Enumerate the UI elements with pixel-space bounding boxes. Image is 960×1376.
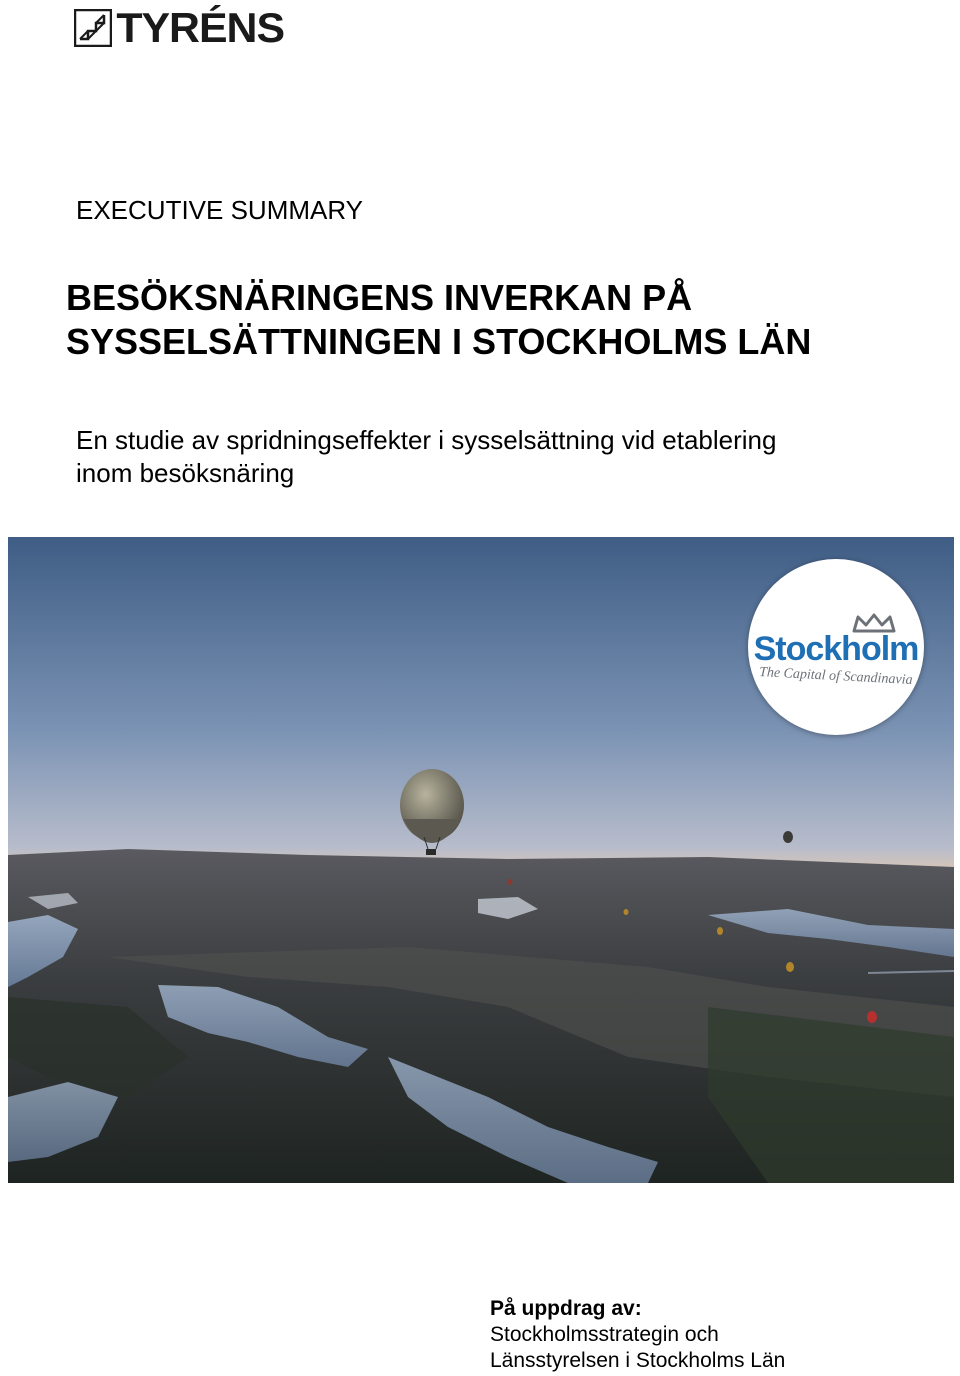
subtitle-line-1: En studie av spridningseffekter i sysselsättning vid etablering	[76, 425, 777, 455]
client-line-1: Stockholmsstrategin och	[490, 1323, 719, 1346]
document-type: EXECUTIVE SUMMARY	[76, 195, 364, 225]
cover-photo	[8, 537, 954, 1183]
badge-brand: Stockholm	[753, 630, 919, 668]
client-info	[490, 1296, 785, 1374]
title-line-1: BESÖKSNÄRINGENS INVERKAN PÅ	[66, 277, 693, 318]
tyrens-logo	[74, 4, 285, 51]
client-label: På uppdrag av:	[490, 1297, 642, 1320]
client-line-2: Länsstyrelsen i Stockholms Län	[490, 1349, 786, 1372]
tyrens-cube-icon	[74, 9, 112, 47]
stockholm-badge	[748, 559, 924, 735]
logo-wordmark: TYRÉNS	[116, 4, 285, 51]
badge-tagline: The Capital of Scandinavia	[758, 664, 914, 689]
crown-icon	[852, 613, 896, 633]
page-title	[66, 276, 946, 364]
subtitle	[76, 424, 946, 490]
subtitle-line-2: inom besöksnäring	[76, 458, 295, 488]
title-line-2: SYSSELSÄTTNINGEN I STOCKHOLMS LÄN	[66, 321, 812, 362]
